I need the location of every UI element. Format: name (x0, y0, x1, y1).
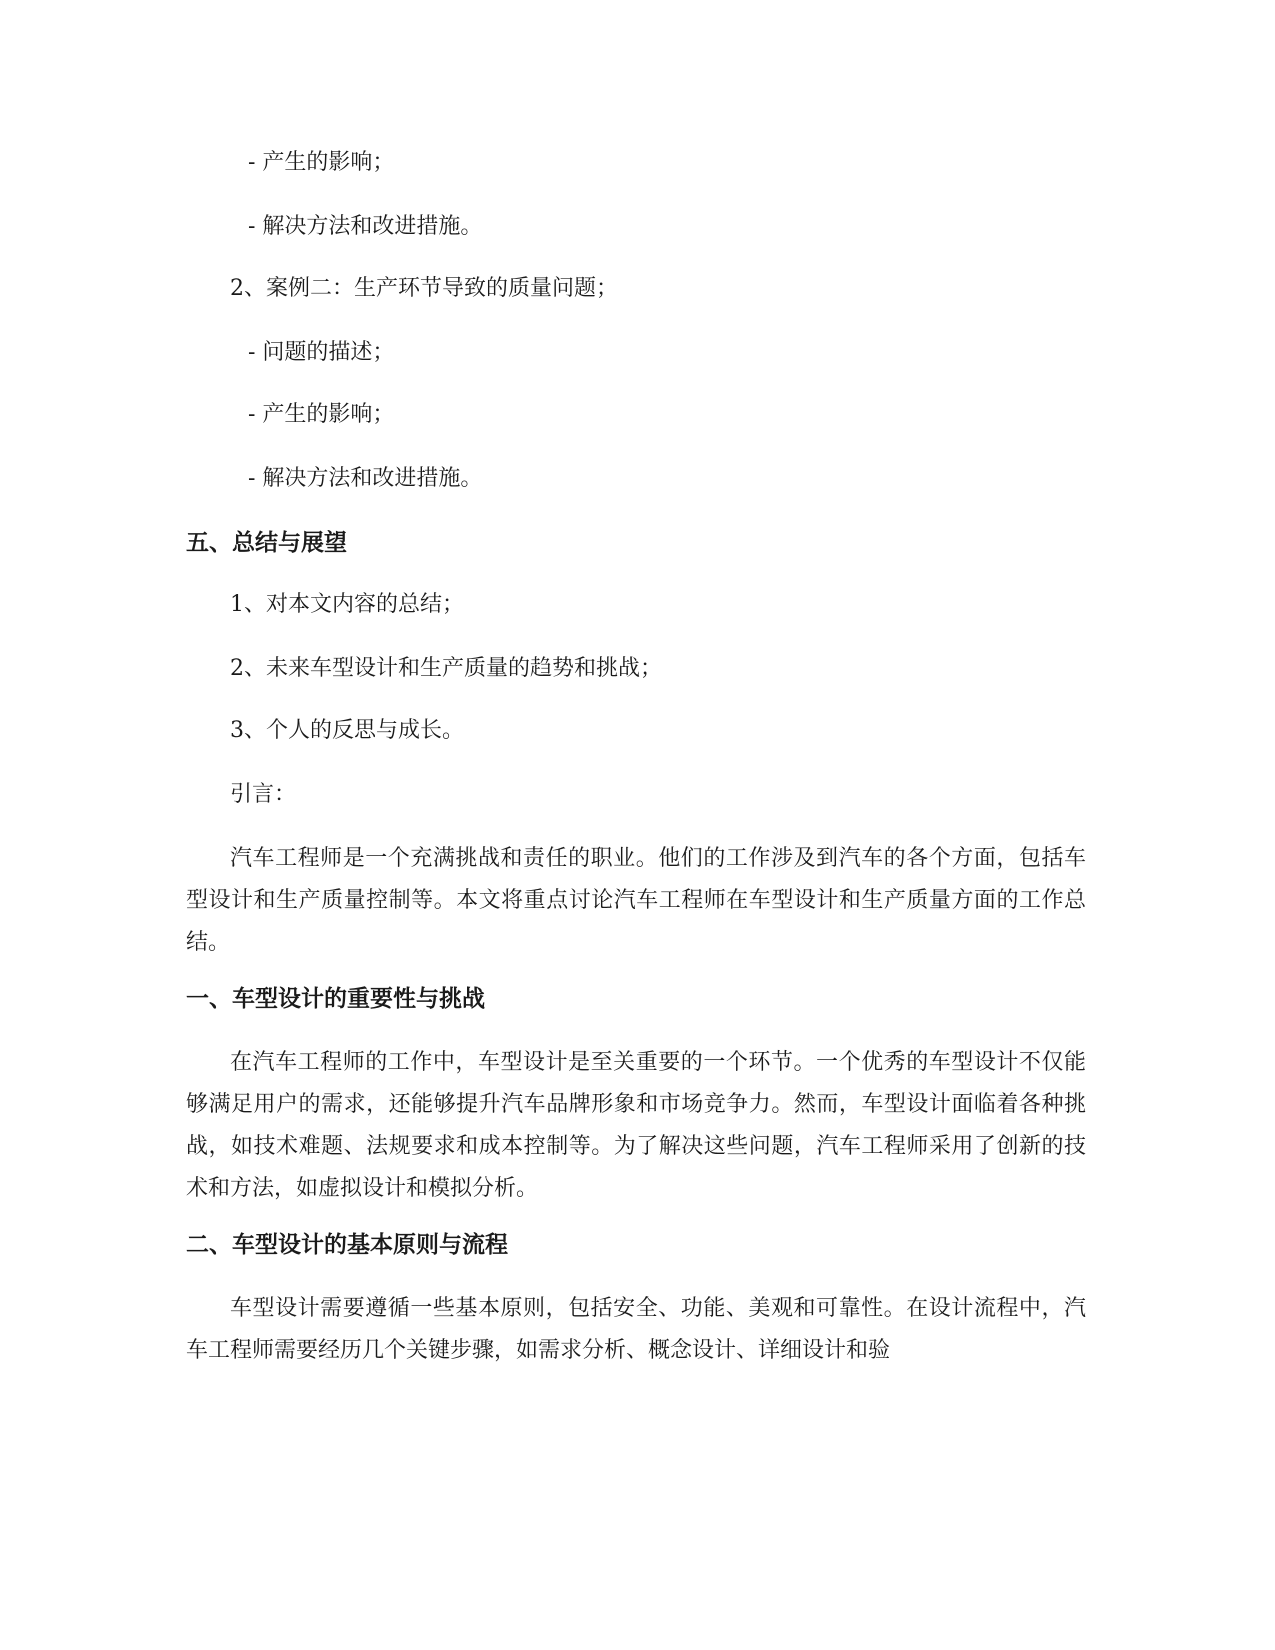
case-two-title: 2、案例二：生产环节导致的质量问题； (230, 276, 618, 301)
section-one-paragraph: 在汽车工程师的工作中，车型设计是至关重要的一个环节。一个优秀的车型设计不仅能够满足用户的需求，还能够提升汽车品牌形象和市场竞争力。然而，车型设计面临着各种挑战，如技术难题、法规要求和成本控制等。为了解决这些问题，汽车工程师采用了创新的技术和方法，如虚拟设计和模拟分析。 (186, 1050, 1086, 1201)
section-two-heading: 二、车型设计的基本原则与流程 (186, 1232, 508, 1258)
case-two-description: - 问题的描述； (248, 340, 395, 365)
intro-paragraph: 汽车工程师是一个充满挑战和责任的职业。他们的工作涉及到汽车的各个方面，包括车型设计和生产质量控制等。本文将重点讨论汽车工程师在车型设计和生产质量方面的工作总结。 (186, 846, 1086, 955)
section-five-item-3: 3、个人的反思与成长。 (230, 718, 464, 743)
section-five-heading: 五、总结与展望 (186, 530, 347, 556)
case-one-solution: - 解决方法和改进措施。 (248, 214, 483, 239)
intro-label: 引言： (230, 782, 297, 807)
case-two-impact: - 产生的影响； (248, 402, 395, 427)
case-one-impact: - 产生的影响； (248, 150, 395, 175)
section-one-heading: 一、车型设计的重要性与挑战 (186, 986, 485, 1012)
case-two-solution: - 解决方法和改进措施。 (248, 466, 483, 491)
section-five-item-2: 2、未来车型设计和生产质量的趋势和挑战； (230, 656, 662, 681)
section-five-item-1: 1、对本文内容的总结； (230, 592, 464, 617)
section-two-paragraph: 车型设计需要遵循一些基本原则，包括安全、功能、美观和可靠性。在设计流程中，汽车工程师需要经历几个关键步骤，如需求分析、概念设计、详细设计和验 (186, 1296, 1086, 1363)
